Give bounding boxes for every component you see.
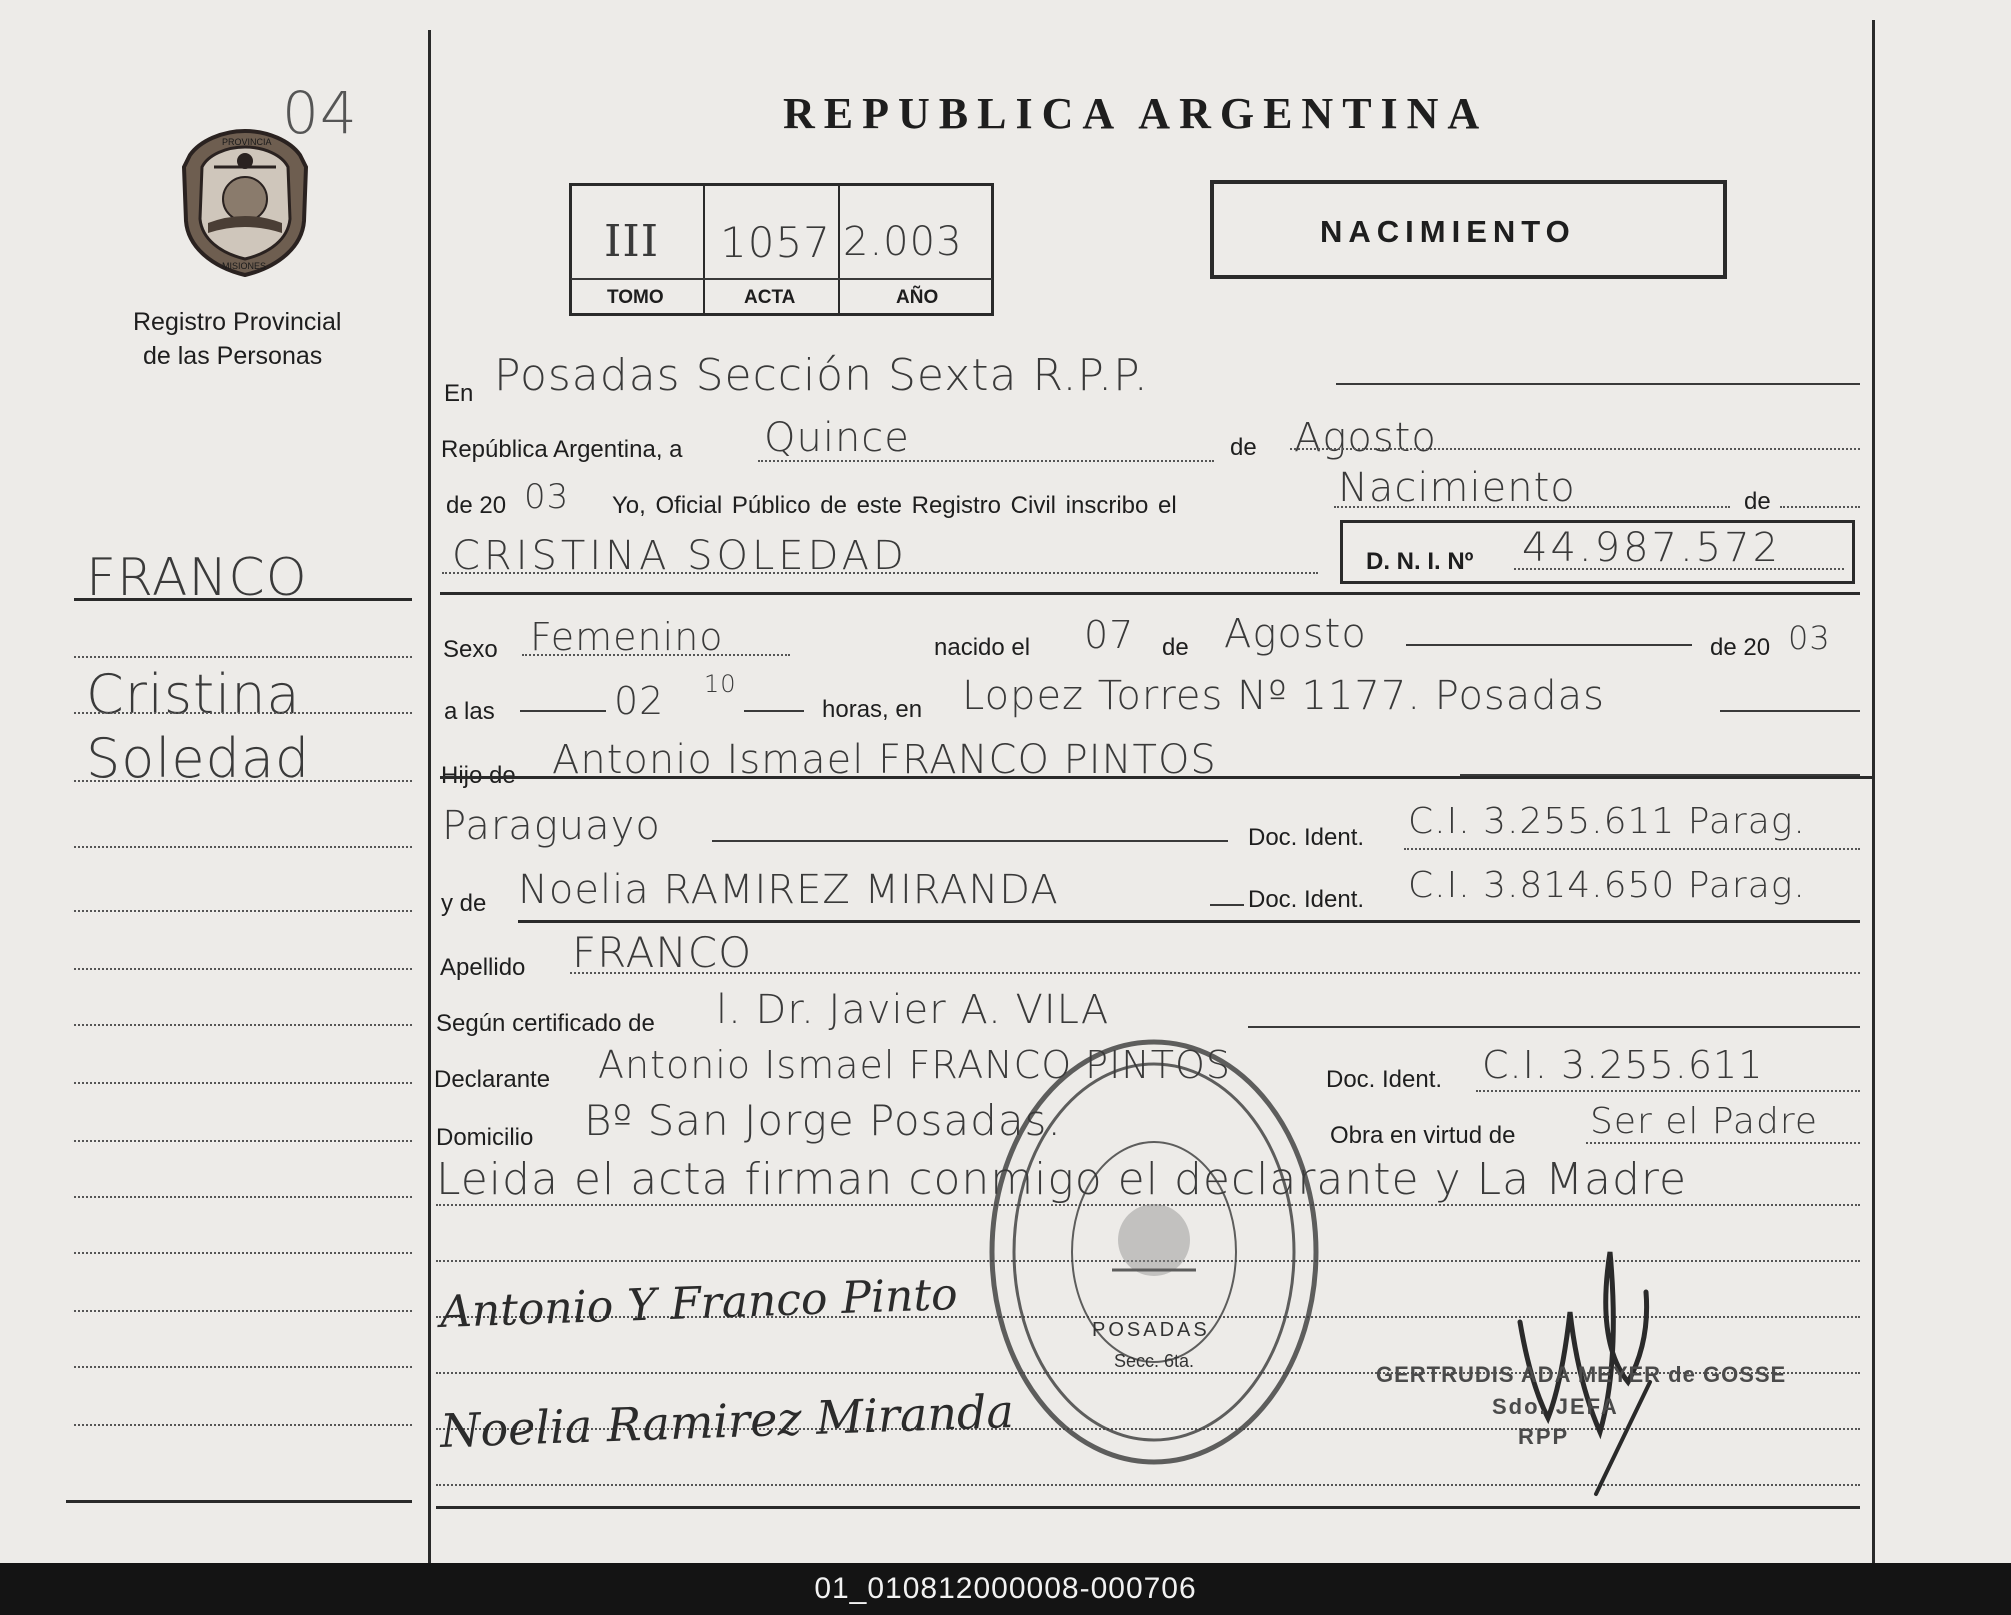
registration-day: Quince xyxy=(764,415,910,461)
margin-line xyxy=(74,1252,412,1254)
birth-month: Agosto xyxy=(1224,611,1367,657)
birth-year-prefix: de 20 xyxy=(1710,634,1771,661)
yde-label: y de xyxy=(441,890,487,917)
registry-name-line2: de las Personas xyxy=(143,342,323,370)
alas-label: a las xyxy=(444,698,495,725)
surname: FRANCO xyxy=(572,928,753,977)
right-border xyxy=(1872,20,1875,1563)
page-number: 04 xyxy=(282,79,358,147)
oficial-statement: Yo, Oficial Público de este Registro Civil inscribo el xyxy=(612,492,1177,519)
de-label: de xyxy=(1230,434,1257,461)
domicilio-label: Domicilio xyxy=(436,1124,534,1151)
line-hour-right xyxy=(744,710,804,712)
child-full-name: CRISTINA SOLEDAD xyxy=(452,533,908,579)
sexo-label: Sexo xyxy=(443,636,498,663)
official-title: Sdo. JEFA xyxy=(1492,1394,1619,1419)
address: Bº San Jorge Posadas. xyxy=(584,1096,1062,1145)
margin-surname: FRANCO xyxy=(86,548,308,608)
official-unit: RPP xyxy=(1518,1424,1570,1449)
horas-label: horas, en xyxy=(822,696,923,723)
tomo-label: TOMO xyxy=(607,287,664,308)
line-de-2 xyxy=(1780,506,1860,508)
en-label: En xyxy=(444,380,474,407)
reference-box-divider xyxy=(703,185,705,314)
document-id-footer: 01_010812000008-000706 xyxy=(0,1563,2011,1615)
margin-surname-rule xyxy=(74,598,412,601)
margin-line xyxy=(74,780,412,782)
ano-label: AÑO xyxy=(896,287,939,308)
segun-label: Según certificado de xyxy=(436,1010,655,1037)
mother-name: Noelia RAMIREZ MIRANDA xyxy=(518,867,1059,913)
dni-label: D. N. I. Nº xyxy=(1366,548,1474,575)
line-full-name xyxy=(442,572,1318,574)
mother-document: C.I. 3.814.650 Parag. xyxy=(1408,865,1806,906)
rule-after-name xyxy=(440,592,1860,595)
margin-line xyxy=(74,1366,412,1368)
line-act-type xyxy=(1334,506,1730,508)
margin-line xyxy=(74,1082,412,1084)
sex: Femenino xyxy=(530,615,724,659)
line-mother xyxy=(1210,904,1244,906)
birth-minutes: 10 xyxy=(704,670,737,698)
obra-label: Obra en virtud de xyxy=(1330,1122,1516,1149)
nacido-label: nacido el xyxy=(934,634,1031,661)
official-stamp-icon xyxy=(984,1032,1324,1472)
father-document: C.I. 3.255.611 Parag. xyxy=(1408,801,1806,842)
line-sex xyxy=(522,654,790,656)
margin-line xyxy=(74,1024,412,1026)
official-name: GERTRUDIS ADA MEYER de GOSSE xyxy=(1376,1362,1787,1387)
registration-month: Agosto xyxy=(1294,415,1437,461)
birth-place: Lopez Torres Nº 1177. Posadas xyxy=(962,673,1606,719)
line-hour-left xyxy=(520,710,606,712)
doc-ident-label-1: Doc. Ident. xyxy=(1248,824,1365,851)
birth-hour: 02 xyxy=(614,679,665,723)
declarant-document: C.I. 3.255.611 xyxy=(1482,1043,1764,1087)
margin-line xyxy=(74,910,412,912)
father-signature: Antonio Y Franco Pinto xyxy=(439,1268,959,1339)
line-en xyxy=(1336,383,1860,385)
birth-day: 07 xyxy=(1084,613,1135,657)
line-birth-month xyxy=(1406,644,1692,646)
bottom-rule xyxy=(436,1506,1860,1509)
year-prefix: de 20 xyxy=(446,492,507,519)
registration-place: Posadas Sección Sexta R.P.P. xyxy=(494,350,1149,401)
registration-year: 03 xyxy=(524,477,570,517)
line-birth-place xyxy=(1720,710,1860,712)
margin-line xyxy=(74,1310,412,1312)
rule-after-mother xyxy=(518,920,1860,923)
country-title: REPUBLICA ARGENTINA xyxy=(783,89,1489,138)
republica-label: República Argentina, a xyxy=(441,436,683,463)
doc-ident-label-3: Doc. Ident. xyxy=(1326,1066,1443,1093)
doc-ident-label-2: Doc. Ident. xyxy=(1248,886,1365,913)
line-month xyxy=(1290,448,1860,450)
rule-after-father xyxy=(440,776,1872,779)
margin-line xyxy=(74,656,412,658)
ano-value: 2.003 xyxy=(843,219,963,265)
closing-statement: Leida el acta firman conmigo el declarante y La Madre xyxy=(436,1154,1688,1205)
hijo-label: Hijo de xyxy=(441,762,516,789)
line-dni xyxy=(1514,568,1844,570)
line-father-nat xyxy=(712,840,1228,842)
seal-top-text: PROVINCIA xyxy=(222,137,272,147)
margin-bottom-rule xyxy=(66,1500,412,1503)
reference-box-divider xyxy=(838,185,840,314)
reference-box-label-rule xyxy=(571,278,992,280)
acta-label: ACTA xyxy=(744,287,796,308)
seal-bottom-text: MISIONES xyxy=(222,261,267,271)
de-label-2: de xyxy=(1744,488,1771,515)
margin-line xyxy=(74,1196,412,1198)
father-nationality: Paraguayo xyxy=(442,803,661,849)
provincial-seal-icon xyxy=(178,125,313,280)
declarante-label: Declarante xyxy=(434,1066,551,1093)
line-certificado xyxy=(1248,1026,1860,1028)
birth-year: 03 xyxy=(1788,619,1831,657)
line-day xyxy=(758,460,1214,462)
line-father-doc xyxy=(1404,848,1860,850)
de-label-3: de xyxy=(1162,634,1189,661)
mother-signature: Noelia Ramirez Miranda xyxy=(439,1384,1015,1458)
line-obra xyxy=(1586,1142,1860,1144)
margin-line xyxy=(74,968,412,970)
margin-given-name-1: Cristina xyxy=(86,663,301,726)
stamp-city: POSADAS xyxy=(1092,1319,1210,1341)
line-surname xyxy=(570,972,1860,974)
document-type: NACIMIENTO xyxy=(1320,214,1576,249)
acting-capacity: Ser el Padre xyxy=(1590,1101,1818,1142)
acta-value: 1057 xyxy=(720,218,831,267)
margin-line xyxy=(74,846,412,848)
act-type: Nacimiento xyxy=(1338,465,1576,511)
stamp-section: Secc. 6ta. xyxy=(1114,1351,1195,1371)
tomo-value: III xyxy=(604,216,660,267)
line-declarante xyxy=(1476,1090,1860,1092)
margin-given-name-2: Soledad xyxy=(86,727,311,790)
father-name: Antonio Ismael FRANCO PINTOS xyxy=(552,737,1217,783)
apellido-label: Apellido xyxy=(440,954,526,981)
dni-number: 44.987.572 xyxy=(1522,525,1782,571)
certifying-doctor: l. Dr. Javier A. VILA xyxy=(716,987,1110,1033)
registry-name-line1: Registro Provincial xyxy=(133,308,342,336)
margin-line xyxy=(74,1140,412,1142)
left-column-divider xyxy=(428,30,431,1563)
margin-line xyxy=(74,712,412,714)
margin-line xyxy=(74,1424,412,1426)
declarant-name: Antonio Ismael FRANCO PINTOS xyxy=(598,1043,1231,1087)
